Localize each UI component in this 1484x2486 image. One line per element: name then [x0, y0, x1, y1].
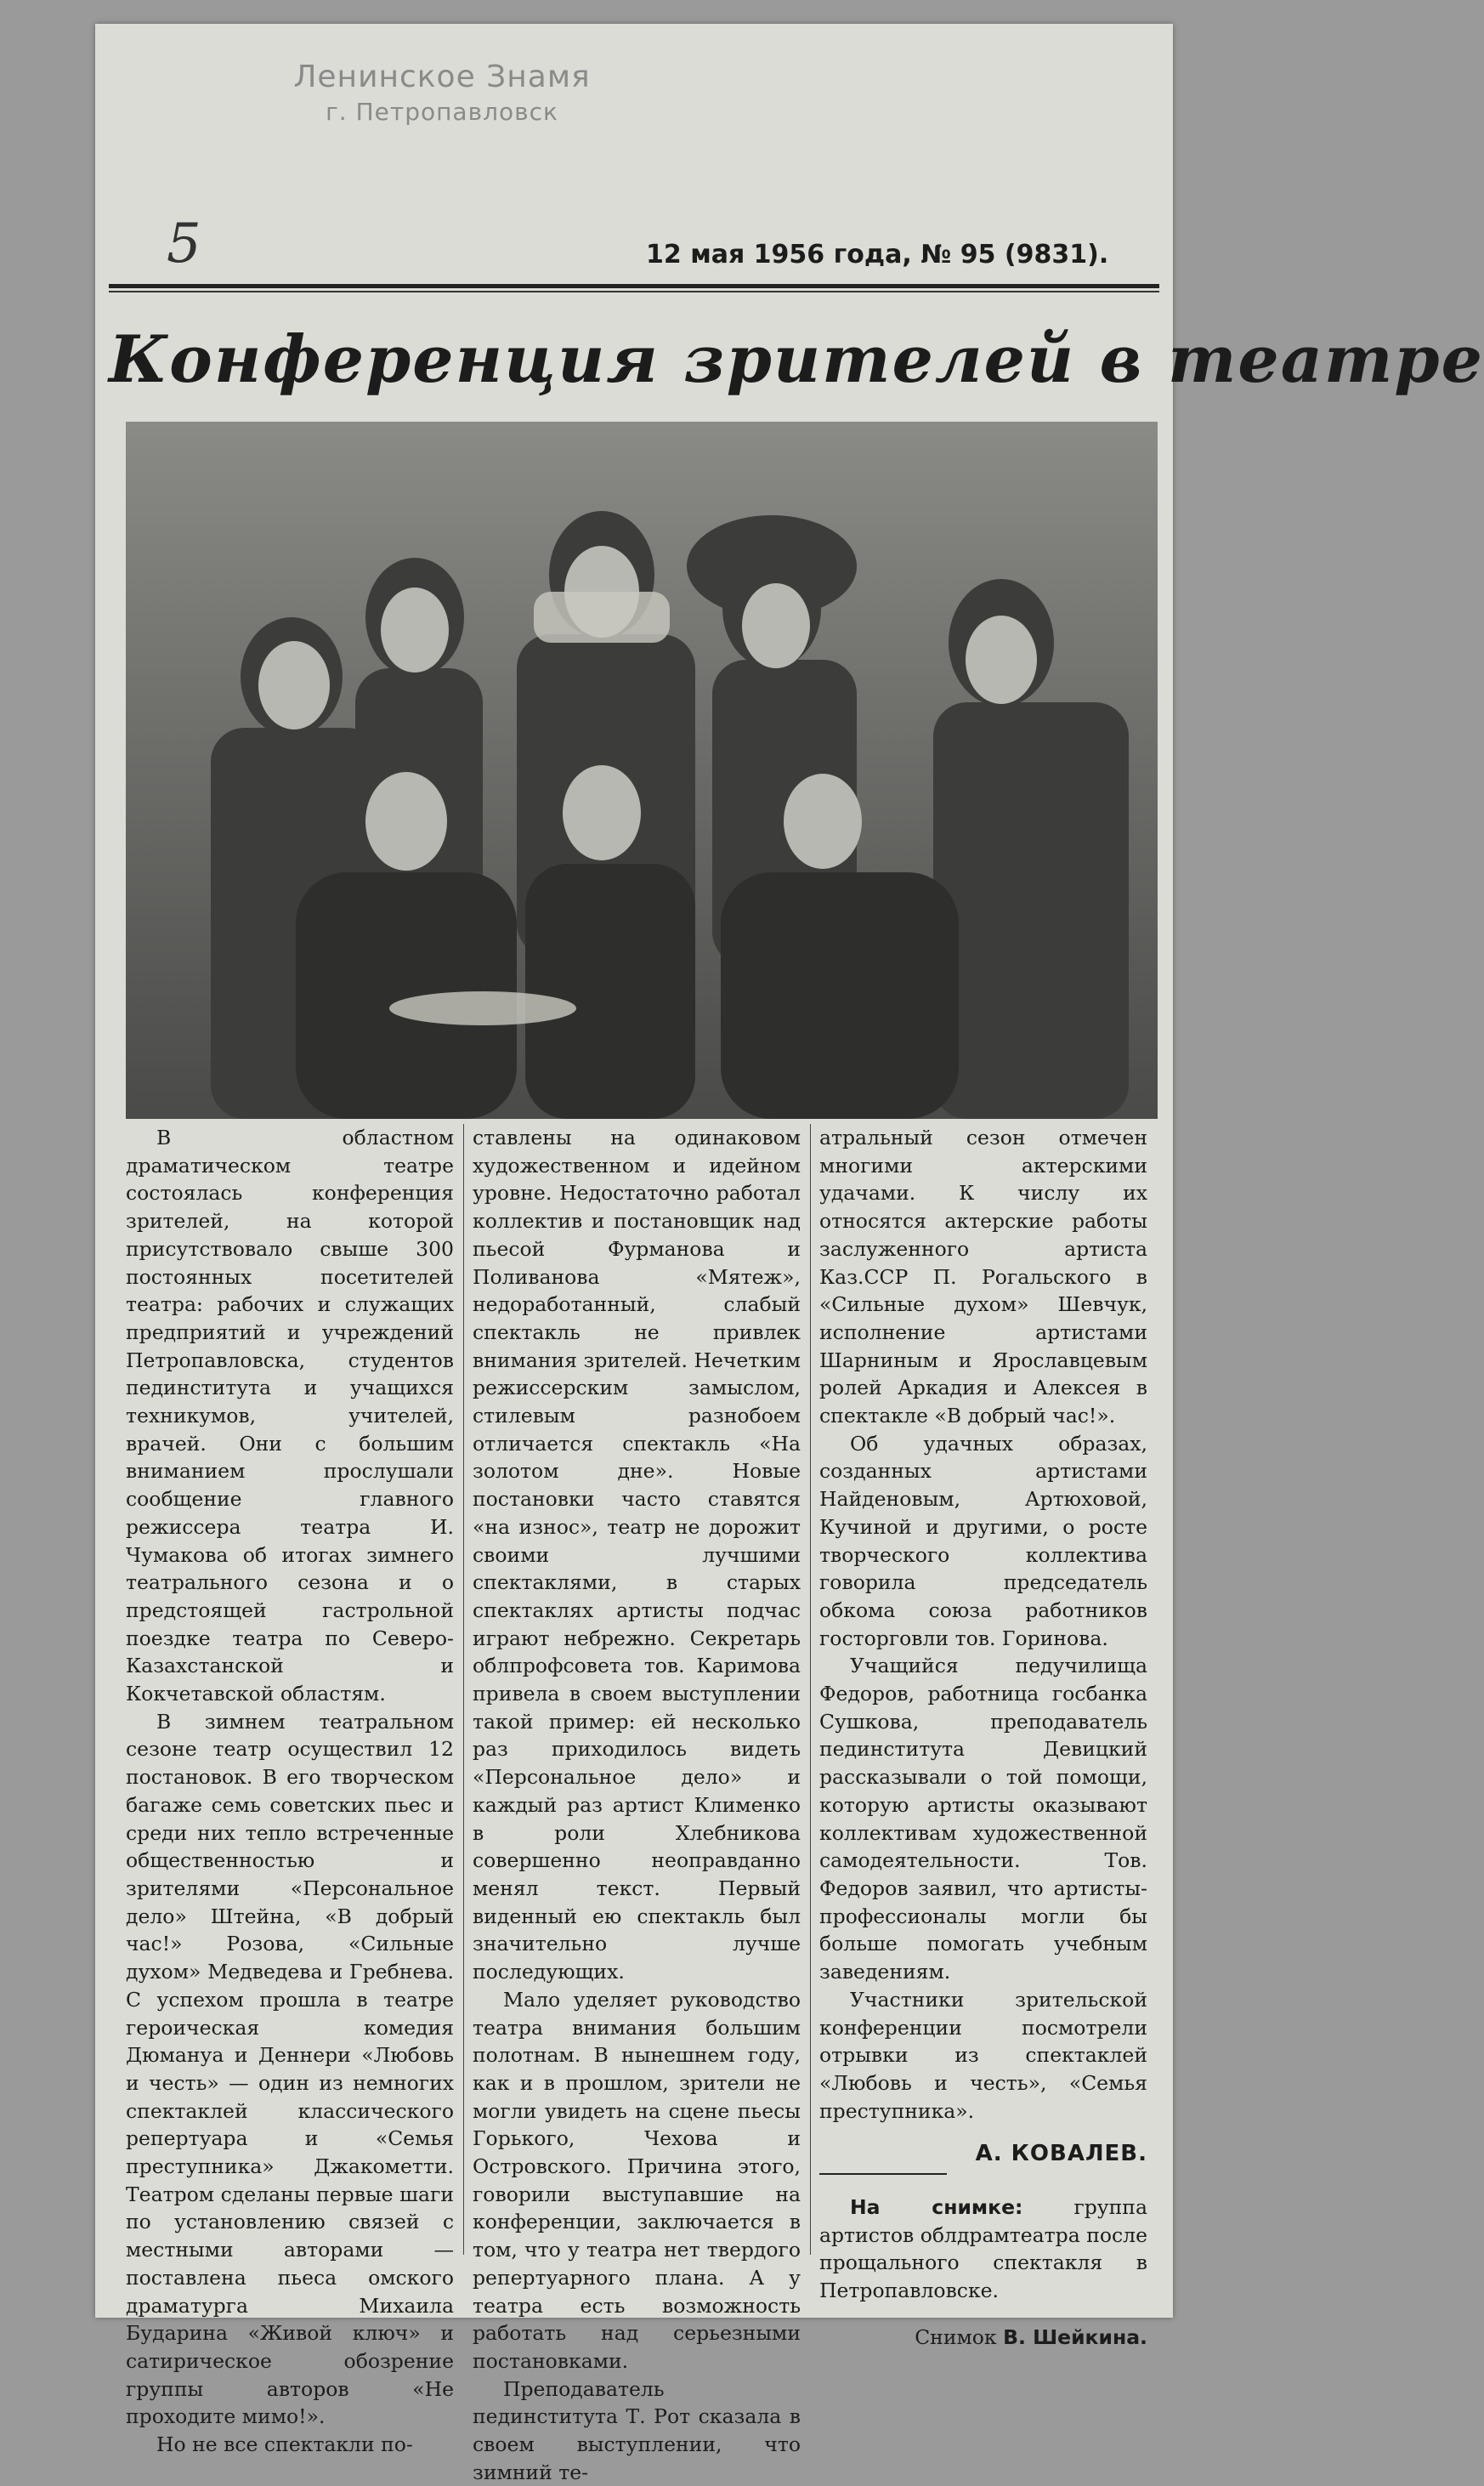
photo-caption	[819, 2194, 1147, 2305]
header-rule-thin	[109, 291, 1159, 292]
paragraph: ставлены на одинаковом художественном и идейном уровне. Недостаточно работал коллектив и постановщик над пьесой Фурманова и Поливанова «Мятеж», недоработанный, слабый спектакль не привлек внимания зрителей. Нечетким режиссерским замыслом, стилевым разнобоем отличается спектакль «На золотом дне». Новые постановки часто ставятся «на износ», театр не дорожит своими лучшими спектаклями, в старых спектаклях артисты подчас играют небрежно. Секретарь облпрофсовета тов. Каримова привела в своем выступлении такой пример: ей несколько раз приходилось видеть «Персональное дело» и каждый раз артист Клименко в роли Хлебникова совершенно неоправданно менял текст. Первый виденный ею спектакль был значительно лучше последующих.	[473, 1126, 801, 1984]
paragraph: атральный сезон отмечен многими актерскими удачами. К числу их относятся актерские работы заслуженного артиста Каз.ССР П. Рогальского в «Сильные духом» Шевчук, исполнение артистами Шарниным и Ярославцевым ролей Аркадия и Алексея в спектакле «В добрый час!».	[819, 1126, 1147, 1428]
article-author: А. КОВАЛЕВ.	[975, 2141, 1147, 2167]
author-rule	[819, 2173, 947, 2175]
credit-lead: Снимок	[915, 2324, 997, 2349]
paragraph: Об удачных образах, созданных артистами Найденовым, Артюховой, Кучиной и другими, о росте творческого коллектива говорила председатель обкома союза работников госторговли тов. Горинова.	[819, 1431, 1147, 1650]
paragraph: Мало уделяет руководство театра внимания большим полотнам. В нынешнем году, как и в прошлом, зрители не могли увидеть на сцене пьесы Горького, Чехова и Островского. Причина этого, говорили выступавшие на конференции, заключается в том, что у театра нет твердого репертуарного плана. А у театра есть возможность работать над серьезными постановками.	[473, 1987, 801, 2373]
photo-credit	[819, 2324, 1147, 2352]
group-photo	[126, 422, 1158, 1119]
header-rule	[109, 284, 1159, 288]
article-body	[126, 1124, 1170, 2484]
paragraph: Преподаватель пединститута Т. Рот сказала в своем выступлении, что зимний те-	[473, 2376, 801, 2484]
column-divider	[810, 1124, 811, 2255]
paragraph: Участники зрительской конференции посмотрели отрывки из спектаклей «Любовь и честь», «Семья преступника».	[819, 1987, 1147, 2123]
column-divider	[463, 1124, 464, 2255]
article-column-1	[126, 1124, 454, 2457]
paragraph: Но не все спектакли по-	[156, 2432, 413, 2457]
library-stamp	[229, 60, 654, 126]
paragraph: В зимнем театральном сезоне театр осуществил 12 постановок. В его творческом багаже семь советских пьес и среди них тепло встреченные общественностью и зрителями «Персональное дело» Штейна, «В добрый час!» Розова, «Сильные духом» Медведева и Гребнева. С успехом прошла в театре героическая комедия Дюмануа и Деннери «Любовь и честь» — один из немногих спектаклей классического репертуара и «Семья преступника» Джакометти. Театром сделаны первые шаги по установлению связей с местными авторами — поставлена пьеса омского драматурга Михаила Бударина «Живой ключ» и сатирическое обозрение группы авторов «Не проходите мимо!».	[126, 1709, 454, 2429]
caption-lead: На снимке:	[850, 2195, 1023, 2220]
credit-name: В. Шейкина.	[1003, 2324, 1147, 2349]
paragraph: Учащийся педучилища Федоров, работница госбанка Сушкова, преподаватель пединститута Девицкий рассказывали о той помощи, которую артисты оказывают коллективам художественной самодеятельности. Тов. Федоров заявил, что артисты-профессионалы могли бы больше помогать учебным заведениям.	[819, 1654, 1147, 1984]
handwritten-page-number: 5	[167, 213, 201, 275]
paragraph: В областном драматическом театре состоялась конференция зрителей, на которой присутствовало свыше 300 постоянных посетителей театра: рабочих и служащих предприятий и учреждений Петропавловска, студентов пединститута и учащихся техникумов, учителей, врачей. Они с большим вниманием прослушали сообщение главного режиссера театра И. Чумакова об итогах зимнего театрального сезона и о предстоящей гастрольной поездке театра по Северо-Казахстанской и Кокчетавской областям.	[126, 1126, 454, 1706]
article-column-3	[819, 1124, 1148, 2349]
photo-placeholder-icon	[126, 422, 1158, 1119]
article-column-2	[473, 1124, 801, 2484]
stamp-city: г. Петропавловск	[326, 98, 558, 126]
article-headline: Конференция зрителей в театре	[109, 321, 1484, 397]
stamp-newspaper-name: Ленинское Знамя	[293, 60, 591, 94]
caption-text: группа артистов облдрамтеатра после прощального спектакля в Петропавловске.	[819, 2195, 1148, 2303]
issue-dateline: 12 мая 1956 года, № 95 (9831).	[646, 240, 1109, 270]
